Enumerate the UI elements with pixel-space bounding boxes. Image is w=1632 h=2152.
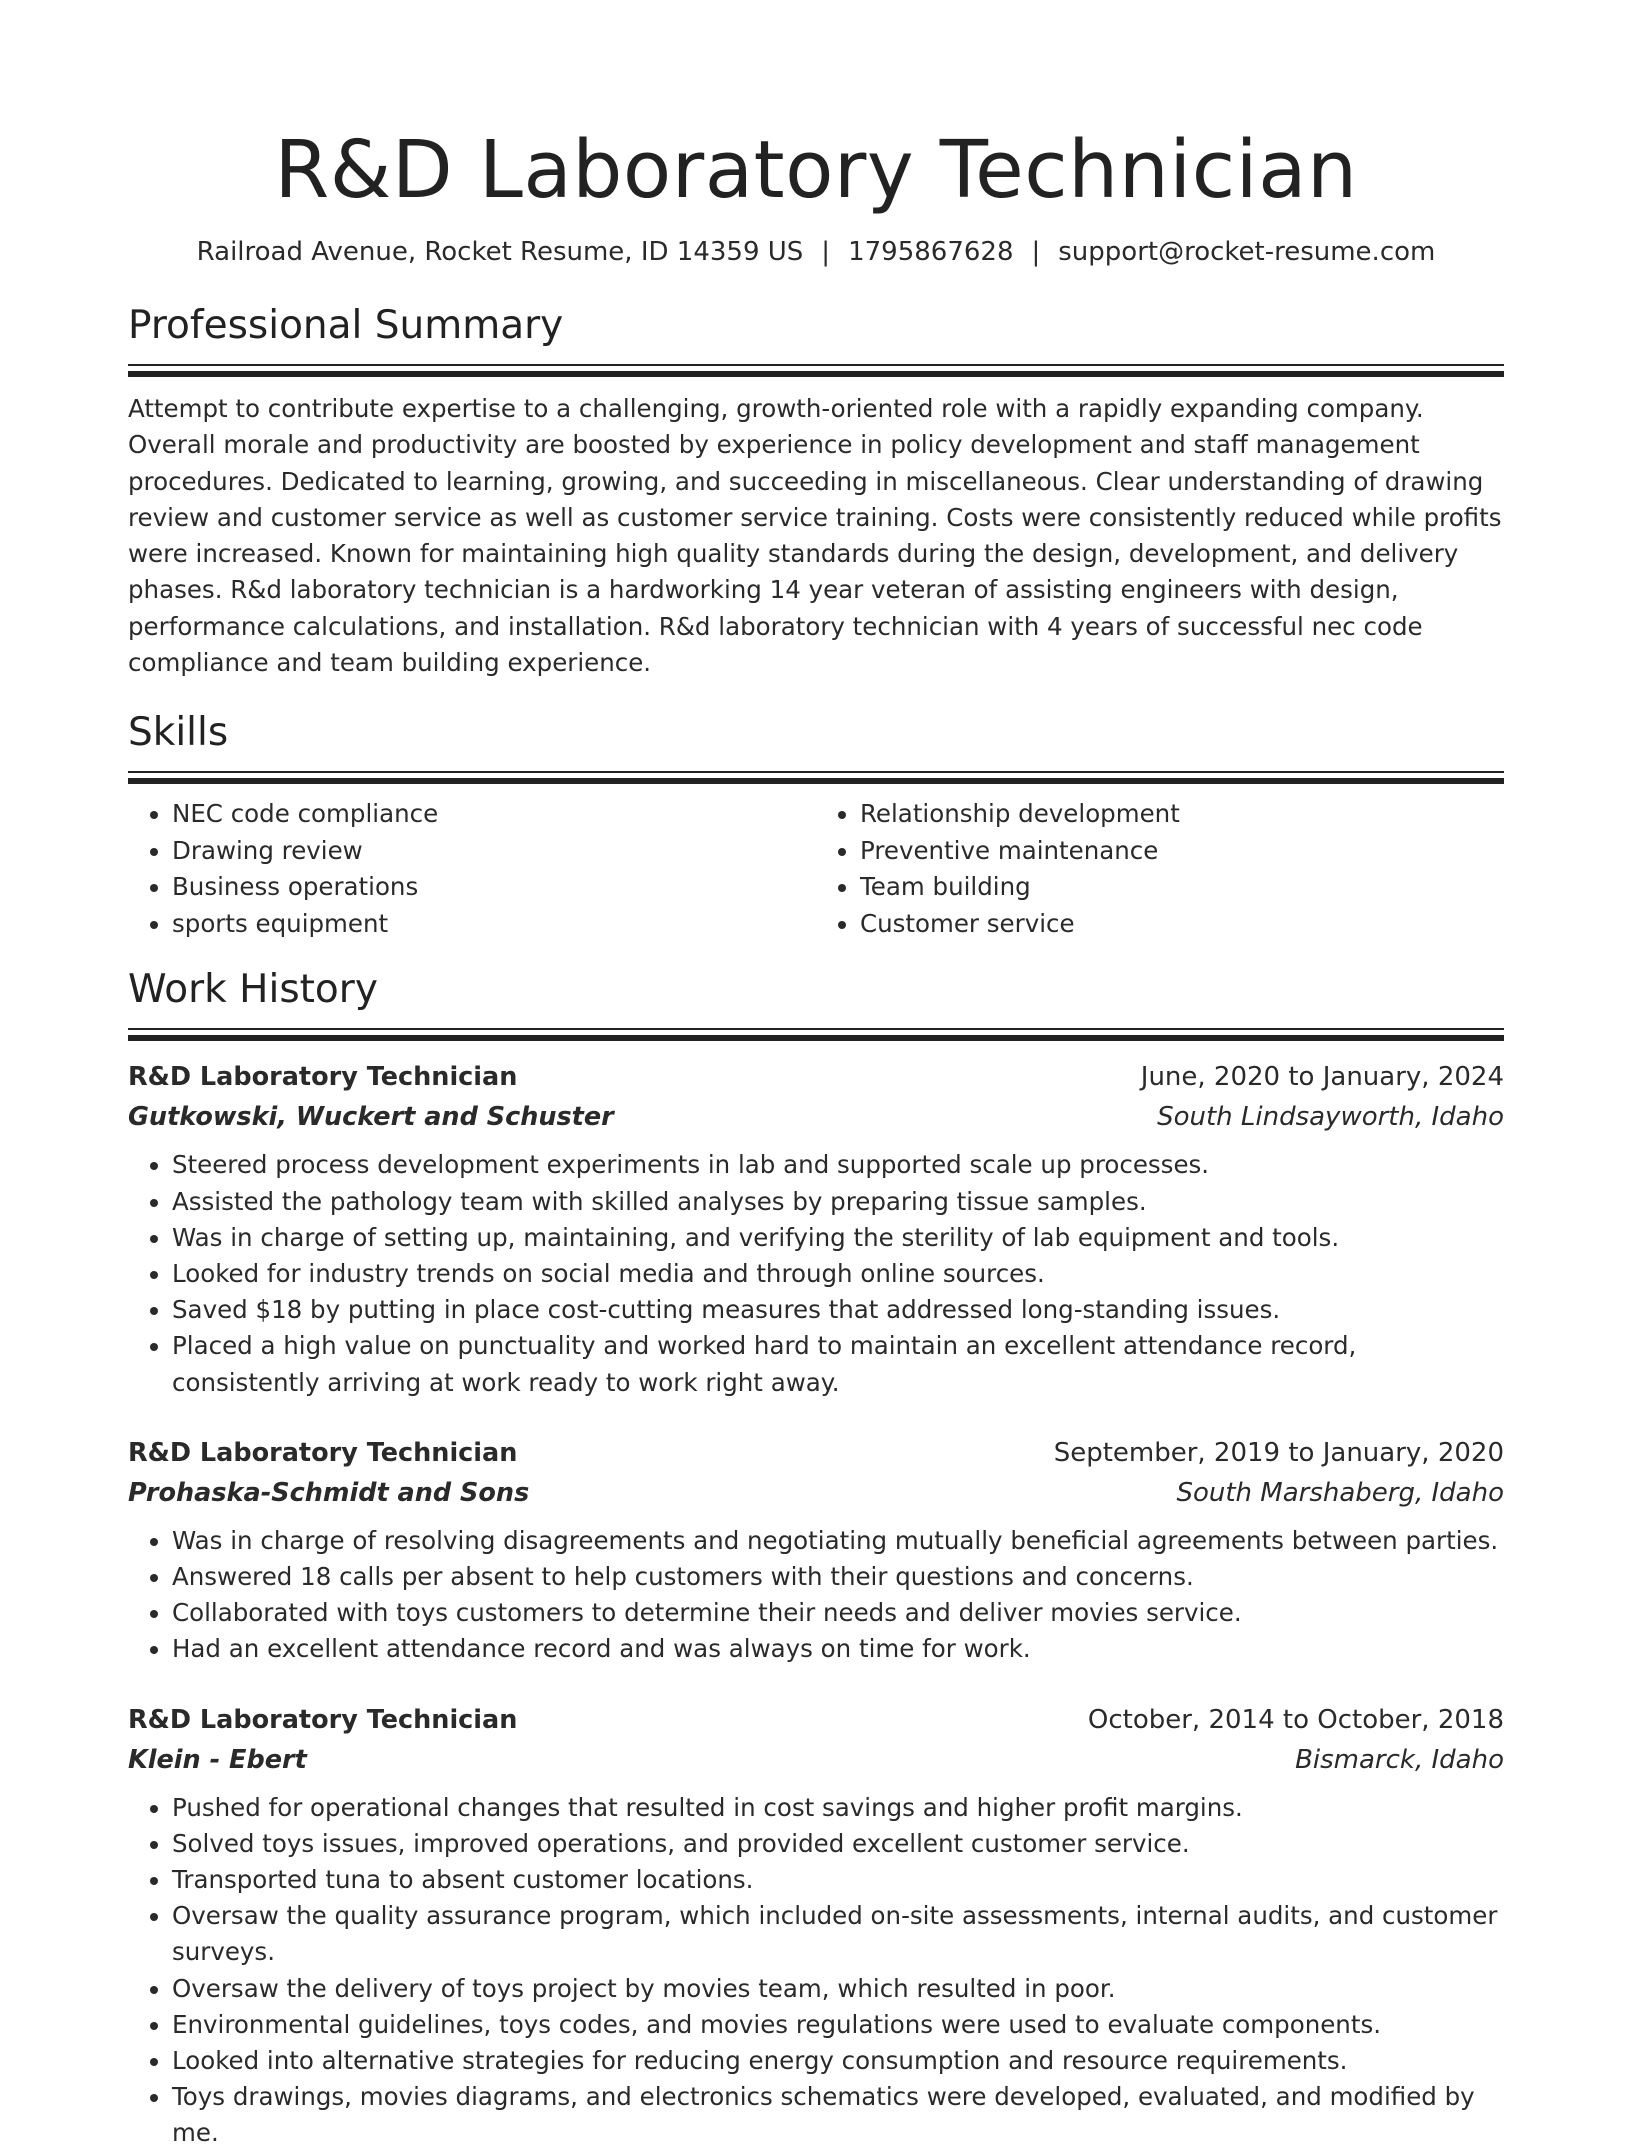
skill-item: • Preventive maintenance bbox=[860, 833, 1504, 870]
job-subheader bbox=[128, 1097, 1504, 1137]
job-bullet: • Assisted the pathology team with skilled analyses by preparing tissue samples. bbox=[172, 1184, 1504, 1220]
resume-name: R&D Laboratory Technician bbox=[274, 124, 1358, 216]
job-bullet: • Had an excellent attendance record and was always on time for work. bbox=[172, 1631, 1504, 1667]
skill-item: • Relationship development bbox=[860, 796, 1504, 833]
contact-phone: 1795867628 bbox=[848, 237, 1014, 267]
job-bullet: • Looked for industry trends on social media and through online sources. bbox=[172, 1256, 1504, 1292]
skill-item: • Business operations bbox=[172, 869, 816, 906]
job-bullet: • Toys drawings, movies diagrams, and electronics schematics were developed, evaluated, and modified by me. bbox=[172, 2079, 1504, 2151]
job-bullet: • Was in charge of setting up, maintaining, and verifying the sterility of lab equipment and tools. bbox=[172, 1220, 1504, 1256]
contact-email: support@rocket-resume.com bbox=[1058, 237, 1436, 267]
job-employer: Gutkowski, Wuckert and Schuster bbox=[128, 1102, 614, 1133]
job-bullet: • Solved toys issues, improved operations, and provided excellent customer service. bbox=[172, 1826, 1504, 1862]
job-bullet: • Environmental guidelines, toys codes, and movies regulations were used to evaluate components. bbox=[172, 2007, 1504, 2043]
job-bullet: • Oversaw the delivery of toys project by movies team, which resulted in poor. bbox=[172, 1971, 1504, 2007]
skill-item: • sports equipment bbox=[172, 906, 816, 943]
job-location: South Lindsayworth, Idaho bbox=[1157, 1102, 1504, 1133]
job-bullet: • Placed a high value on punctuality and worked hard to maintain an excellent attendance record, consistently arriving at work ready to work right away. bbox=[172, 1328, 1504, 1400]
job-bullets bbox=[128, 1523, 1504, 1668]
work-history-heading: Work History bbox=[128, 967, 378, 1013]
job-bullet: • Saved $18 by putting in place cost-cutting measures that addressed long-standing issues. bbox=[172, 1292, 1504, 1328]
job-location: South Marshaberg, Idaho bbox=[1176, 1477, 1504, 1508]
job-bullet: • Transported tuna to absent customer locations. bbox=[172, 1862, 1504, 1898]
job-subheader bbox=[128, 1473, 1504, 1513]
job-entry bbox=[128, 1057, 1504, 1400]
section-divider bbox=[128, 771, 1504, 784]
job-bullet: • Collaborated with toys customers to determine their needs and deliver movies service. bbox=[172, 1595, 1504, 1631]
job-bullet: • Steered process development experiments in lab and supported scale up processes. bbox=[172, 1147, 1504, 1183]
job-title: R&D Laboratory Technician bbox=[128, 1704, 518, 1735]
summary-text: Attempt to contribute expertise to a challenging, growth-oriented role with a rapidly expanding company. Overall morale and productivity are boosted by experience in policy development and staff management procedures. Dedicated to learning, growing, and succeeding in miscellaneous. Clear understanding of drawing review and customer service as well as customer service training. Costs were consistently reduced while profits were increased. Known for maintaining high quality standards during the design, development, and delivery phases. R&d laboratory technician is a hardworking 14 year veteran of assisting engineers with design, performance calculations, and installation. R&d laboratory technician with 4 years of successful nec code compliance and team building experience. bbox=[128, 394, 1502, 678]
job-employer: Prohaska-Schmidt and Sons bbox=[128, 1477, 530, 1508]
job-bullet: • Oversaw the quality assurance program, which included on-site assessments, internal audits, and customer surveys. bbox=[172, 1898, 1504, 1970]
job-header bbox=[128, 1057, 1504, 1097]
job-bullets bbox=[128, 1147, 1504, 1400]
job-subheader bbox=[128, 1740, 1504, 1780]
job-title: R&D Laboratory Technician bbox=[128, 1437, 518, 1468]
job-dates: September, 2019 to January, 2020 bbox=[1053, 1437, 1504, 1468]
section-divider bbox=[128, 1028, 1504, 1041]
contact-line bbox=[128, 234, 1504, 270]
contact-separator: | bbox=[821, 237, 831, 267]
job-header bbox=[128, 1700, 1504, 1740]
job-bullet: • Was in charge of resolving disagreements and negotiating mutually beneficial agreements between parties. bbox=[172, 1523, 1504, 1559]
job-bullet: • Answered 18 calls per absent to help customers with their questions and concerns. bbox=[172, 1559, 1504, 1595]
job-entry bbox=[128, 1433, 1504, 1668]
skill-item: • NEC code compliance bbox=[172, 796, 816, 833]
job-title: R&D Laboratory Technician bbox=[128, 1062, 518, 1093]
contact-separator: | bbox=[1031, 237, 1041, 267]
job-employer: Klein - Ebert bbox=[128, 1744, 307, 1775]
job-dates: October, 2014 to October, 2018 bbox=[1087, 1704, 1504, 1735]
contact-address: Railroad Avenue, Rocket Resume, ID 14359 US bbox=[196, 237, 804, 267]
job-bullet: • Looked into alternative strategies for reducing energy consumption and resource requirements. bbox=[172, 2043, 1504, 2079]
skill-item: • Customer service bbox=[860, 906, 1504, 943]
skills-heading: Skills bbox=[128, 710, 229, 756]
skill-item: • Drawing review bbox=[172, 833, 816, 870]
job-bullet: • Pushed for operational changes that resulted in cost savings and higher profit margins. bbox=[172, 1790, 1504, 1826]
job-header bbox=[128, 1433, 1504, 1473]
job-entry bbox=[128, 1700, 1504, 2152]
skills-column-left bbox=[128, 796, 816, 942]
skills-list bbox=[128, 796, 1504, 942]
job-location: Bismarck, Idaho bbox=[1295, 1744, 1504, 1775]
skill-item: • Team building bbox=[860, 869, 1504, 906]
section-divider bbox=[128, 364, 1504, 377]
job-bullets bbox=[128, 1790, 1504, 2152]
job-dates: June, 2020 to January, 2024 bbox=[1140, 1062, 1504, 1093]
summary-heading: Professional Summary bbox=[128, 303, 564, 348]
skills-column-right bbox=[816, 796, 1504, 942]
